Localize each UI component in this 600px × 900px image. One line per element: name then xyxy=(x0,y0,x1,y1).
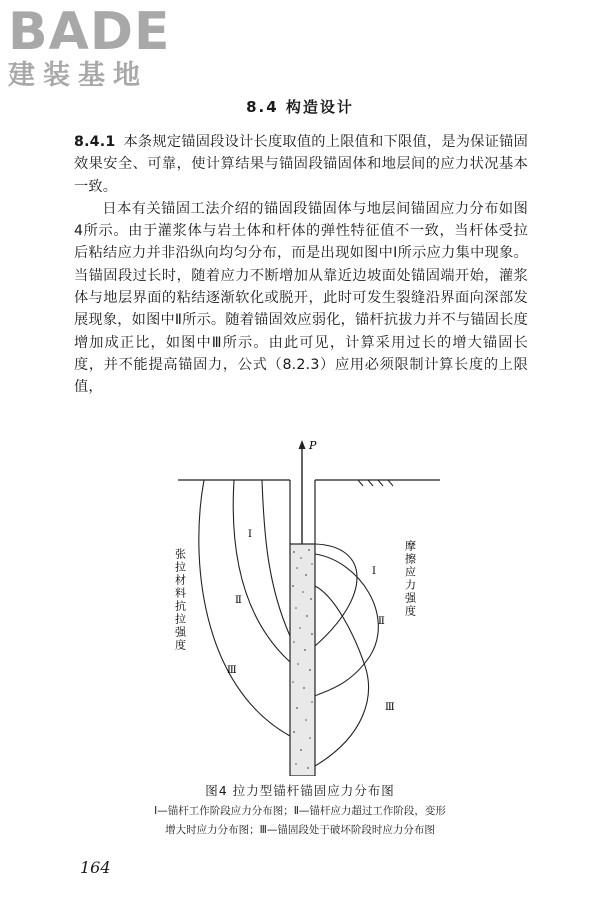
clause-paragraph-1 xyxy=(74,131,528,198)
ground-hatch xyxy=(358,480,393,486)
figure-note-line-2: 增大时应力分布图；Ⅲ—锚固段处于破坏阶段时应力分布图 xyxy=(165,824,435,836)
left-curve-label-1: Ⅰ xyxy=(248,529,252,540)
left-curve-2 xyxy=(233,480,290,662)
figure-caption: 图4 拉力型锚杆锚固应力分布图 xyxy=(205,783,395,798)
right-curve-label-3: Ⅲ xyxy=(385,702,395,713)
logo-subtitle: 建装基地 xyxy=(8,60,148,91)
right-curve-2 xyxy=(315,554,378,696)
left-axis-label: 张拉材料抗拉强度 xyxy=(173,548,187,652)
clause-paragraph-2: 日本有关锚固工法介绍的锚固段锚固体与地层间锚固应力分布如图4所示。由于灌浆体与岩土体和杆体的弹性特征值不一致，当杆体受拉后粘结应力并非沿纵向均匀分布，而是出现如图中Ⅰ所示应力集中现象。当锚固段过长时，随着应力不断增加从靠近边坡面处锚固端开始，灌浆体与地层界面的粘结逐渐软化或脱开，此时可发生裂缝沿界面向深部发展现象，如图中Ⅱ所示。随着锚固效应弱化，锚杆抗拔力并不与锚固长度增加成正比，如图中Ⅲ所示。由此可见，计算采用过长的增大锚固长度，并不能提高锚固力，公式（8.2.3）应用必须限制计算长度的上限值， xyxy=(74,200,528,396)
load-label: P xyxy=(309,439,317,452)
left-curve-3 xyxy=(199,480,290,736)
grout-body xyxy=(290,544,315,776)
anchor-stress-figure xyxy=(160,436,460,776)
right-curve-label-1: Ⅰ xyxy=(372,566,376,577)
page-number: 164 xyxy=(80,858,111,877)
logo-brand-text: BADE xyxy=(8,2,171,62)
figure-note-line-1: Ⅰ—锚杆工作阶段应力分布图；Ⅱ—锚杆应力超过工作阶段，变形 xyxy=(154,805,446,817)
clause-number: 8.4.1 xyxy=(74,134,116,150)
load-arrow xyxy=(299,440,306,449)
right-axis-label: 摩擦应力强度 xyxy=(403,540,417,618)
right-curve-3 xyxy=(315,586,368,766)
clause-body xyxy=(74,131,528,399)
brand-logo xyxy=(8,2,178,92)
section-title: 8.4 构造设计 xyxy=(246,98,354,116)
left-curve-label-3: Ⅲ xyxy=(227,665,237,676)
left-curve-label-2: Ⅱ xyxy=(235,595,242,606)
clause-first-paragraph-text: 本条规定锚固段设计长度取值的上限值和下限值，是为保证锚固效果安全、可靠，使计算结果与锚固段锚固体和地层间的应力状况基本一致。 xyxy=(74,134,528,195)
right-curve-label-2: Ⅱ xyxy=(378,616,385,627)
left-curve-1 xyxy=(262,480,290,636)
